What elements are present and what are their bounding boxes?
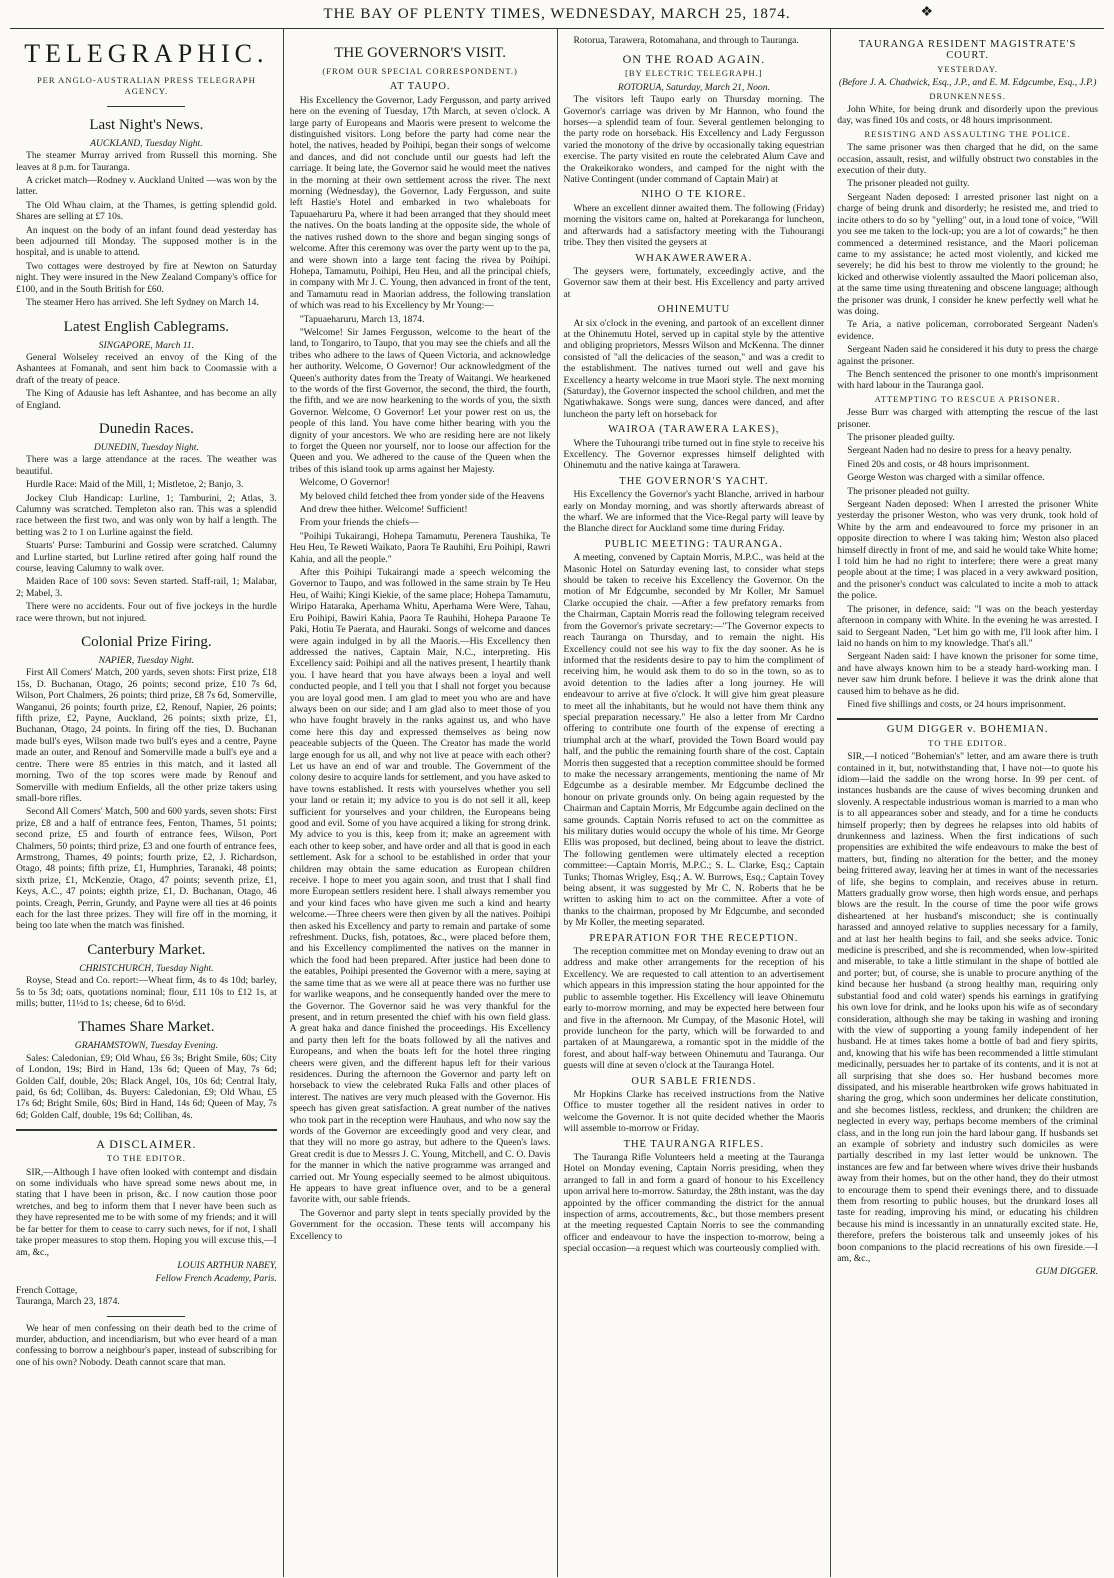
- article-paragraph: General Wolseley received an envoy of the King of the Ashantees at Fomanah, and sent him back to Coomassie with a draft of the treaty of peace.: [16, 351, 277, 386]
- article-paragraph: Sales: Caledonian, £9; Old Whau, £6 3s; Bright Smile, 60s; City of London, 19s; Bird in Hand, 13s 6d; Queen of May, 7s 6d; Golden Calf, double, 20s; Black Angel, 10s, 10s 6d; Central Italy, paid, 6s 6d; Colliban, 4s. Buyers: Caledonian, £9; Old Whau, £5 17s 6d; Bright Smile, 60s; Bird in Hand, 14s 6d; Queen of May, 7s 6d; Golden Calf, double, 19s 6d; Colliban, 4s.: [16, 1052, 277, 1121]
- article-paragraph: Sergeant Naden had no desire to press for a heavy penalty.: [847, 445, 1072, 457]
- correspondent-line: (FROM OUR SPECIAL CORRESPONDENT.): [322, 66, 518, 76]
- disclaimer-sub: TO THE EDITOR.: [106, 1153, 186, 1164]
- article-paragraph: Rotorua, Tarawera, Rotomahana, and through to Tauranga.: [573, 35, 799, 46]
- article-paragraph: "Welcome! Sir James Fergusson, welcome to the heart of the land, to Tongariro, to Taupo, that you may see the chiefs and all the tribes who adhere to the laws of Queen Victoria, and acknowledge her authority. Welcome, O Governor! Our acknowledgment of the Queen's authority dates from the Treaty of Waitangi. We hearkened to the words of the first Governor, the second, the third, the fourth, the fifth, and we are now hearkening to the words of you, the sixth Governor. Welcome, O Governor! Let your power rest on us, the people of this land. You have come hither bearing with you the dignity of your ancestors. We who are residing here are not likely to forget the Queen nor yourself, nor to loose our affection for the Queen and you. We adhered to the cause of the Queen when the tribes of this island took up arms against her Majesty.: [289, 326, 551, 475]
- printers-mark-icon: ❖: [920, 5, 934, 20]
- article-paragraph: The prisoner pleaded not guilty.: [847, 485, 970, 497]
- canterbury-dateline: CHRISTCHURCH, Tuesday Night.: [79, 962, 214, 974]
- article-paragraph: John White, for being drunk and disorderly upon the previous day, was fined 10s and costs, or 48 hours imprisonment.: [837, 104, 1098, 127]
- tauranga-rifles-heading: THE TAURANGA RIFLES.: [623, 1138, 765, 1150]
- last-night-heading: Last Night's News.: [89, 116, 204, 133]
- english-cablegrams-heading: Latest English Cablegrams.: [63, 318, 230, 335]
- road-again-heading: ON THE ROAD AGAIN.: [622, 52, 766, 67]
- article-paragraph: Second All Comers' Match, 500 and 600 yards, seven shots: First prize, £8 and a half of entrance fees, Fenton, Thames, 51 points; second prize, £5 and fourth of entrance fees, Wilson, Port Chalmers, 50 points; third prize, £3 and one fourth of entrance fees, Armstrong, Thames, 49 points; fourth prize, £2, J. Richardson, Otago, 48 points; fifth prize, £1, Humphries, Taranaki, 48 points; sixth prize, £1, McKenzie, Otago, 47 points; seventh prize, £1, Keys, A.C., 47 points; eighth prize, £1, D. Buchanan, Otago, 46 points. Creagh, Perrin, Grundy, and Payne were all ties at 46 points each for the last three prizes. They will fire off in the morning, it being too late when the match was finished.: [16, 806, 277, 932]
- article-paragraph: My beloved child fetched thee from yonder side of the Heavens: [299, 490, 545, 502]
- court-heading: TAURANGA RESIDENT MAGISTRATE'S COURT.: [858, 39, 1077, 62]
- article-paragraph: And drew thee hither. Welcome! Sufficient!: [299, 504, 468, 516]
- telegraphic-banner: TELEGRAPHIC.: [24, 39, 269, 68]
- article-paragraph: The Bench sentenced the prisoner to one month's imprisonment with hard labour in the Tauranga gaol.: [837, 368, 1098, 392]
- article-paragraph: Fined 20s and costs, or 48 hours imprisonment.: [847, 458, 1030, 470]
- article-paragraph: Hurdle Race: Maid of the Mill, 1; Mistletoe, 2; Banjo, 3.: [26, 479, 244, 491]
- divider: [107, 1316, 185, 1317]
- article-paragraph: The steamer Murray arrived from Russell this morning. She leaves at 8 p.m. for Tauranga.: [16, 150, 277, 173]
- article-paragraph: George Weston was charged with a similar offence.: [847, 472, 1045, 484]
- article-paragraph: The same prisoner was then charged that he did, on the same occasion, assault, resist, and wilfully obstruct two constables in the execution of their duty.: [837, 142, 1098, 177]
- article-paragraph: Where an excellent dinner awaited them. The following (Friday) morning the visitors came on, halted at Porekaranga for luncheon, and afterwards had a satisfactory meeting with the Tuhourangi tribe. They then visited the geysers at: [563, 202, 825, 249]
- article-paragraph: There was a large attendance at the races. The weather was beautiful.: [16, 454, 277, 477]
- article-paragraph: Jesse Burr was charged with attempting the rescue of the last prisoner.: [837, 407, 1098, 430]
- columns: [10, 29, 1104, 1577]
- article-paragraph: The steamer Hero has arrived. She left Sydney on March 14.: [26, 297, 259, 309]
- gum-digger-heading: GUM DIGGER v. BOHEMIAN.: [886, 724, 1049, 736]
- dunedin-dateline: DUNEDIN, Tuesday Night.: [93, 441, 199, 453]
- divider: [107, 106, 185, 107]
- column-4: [830, 29, 1104, 1577]
- article-paragraph: The visitors left Taupo early on Thursday morning. The Governor's carriage was driven by Mr Hannon, who found the horses—a splendid team of four. Several gentlemen belonging to the party rode on horseback. His Excellency and Lady Fergusson varied the monotony of the drive by occasionally taking equestrian exercise. The party visited en route the celebrated Alum Cave and the Orakeikorako wonders, and camped for the night with the Native Contingent (under command of Captain Mair) at: [563, 94, 825, 186]
- article-paragraph: Sergeant Naden deposed: When I arrested the prisoner White yesterday the prisoner Weston, who was very drunk, took hold of White by the arm and endeavoured to force my prisoner in an opposite direction to where I was taking him; Weston also placed himself directly in front of me, and said he would take White home; I told him he had no right to interfere; there were a great many people about at the time; I was placed in a very awkward position, and the prisoner's conduct was calculated to incite a mob to attack the police.: [837, 499, 1098, 602]
- drunkenness-sub: DRUNKENNESS.: [929, 90, 1006, 101]
- article-paragraph: The Tauranga Rifle Volunteers held a meeting at the Tauranga Hotel on Monday evening, Captain Norris presiding, when they arranged to fall in and form a guard of honour to his Excellency upon arrival here to-morrow. Saturday, the 28th instant, was the day appointed by the officer commanding the district for the annual inspection of arms, accoutrements, &c., but those members present at the meeting requested Captain Norris to see the commanding officer and endeavour to have the inspection to-morrow, being a special occasion—a request which was courteously complied with.: [563, 1151, 825, 1255]
- article-paragraph: The reception committee met on Monday evening to draw out an address and make other arrangements for the reception of his Excellency. We are requested to call attention to an advertisement which appears in this impression stating the hour appointed for the public to assemble together. His Excellency will leave Ohinemutu early to-morrow morning, and may be expected here between four and five in the afternoon. Mr Cumpay, of the Masonic Hotel, will provide luncheon for the party, which will be forwarded to and partaken of at Maungarewa, a romantic spot in the middle of the forest, and about half-way between Ohinemutu and Tauranga. Our guests will dine at seven o'clock at the Tauranga Hotel.: [563, 946, 825, 1072]
- court-bench: (Before J. A. Chadwick, Esq., J.P., and E. M. Edgcumbe, Esq., J.P.): [838, 77, 1097, 89]
- article-paragraph: His Excellency the Governor, Lady Fergusson, and party arrived here on the evening of Tuesday, 17th March, at seven o'clock. A large party of Europeans and Maoris were present to welcome the distinguished visitors. Long before the party had come near the hotel, the natives, headed by Poihipi, began their songs of welcome and dances, and did not conclude until our guests had left the carriage. It being late, the Governor said he would meet the natives in the morning at their own settlement across the river. The next morning (Wednesday), the Governor, Lady Fergusson, and suite left Hastie's Hotel and embarked in two whaleboats for Tapuaeharuru Pa, where it had been arranged that they should meet the natives. On the boats landing at the opposite side, the whole of the natives rushed down to the shore and began singing songs of welcome. After this ceremony was over the party went up to the pa, and were shown into a large tent facing the rivea by Poihipi. Hohepa, Tamamutu, Poihipi, Heu Heu, and all the principal chiefs, in company with Mr J. C. Young, then advanced in front of the tent, and Tamamutu read in Maorian address, the following translation of which was read to his Excellency by Mr Young:—: [289, 94, 551, 312]
- article-paragraph: Royse, Stead and Co. report:—Wheat firm, 4s to 4s 10d; barley, 5s to 5s 3d; oats, quotations nominal; flour, £11 10s to £12 1s, at mills; butter, 11½d to 1s; cheese, 6d to 6½d.: [16, 975, 277, 1009]
- article-paragraph: A cricket match—Rodney v. Auckland United —was won by the latter.: [16, 175, 277, 198]
- article-paragraph: Sergeant Naden said he considered it his duty to press the charge against the prisoner.: [837, 344, 1098, 367]
- article-paragraph: Where the Tuhourangi tribe turned out in fine style to receive his Excellency. The Governor expresses himself delighted with Ohinemutu and the native kainga at Tarawera.: [563, 437, 825, 472]
- article-paragraph: The geysers were, fortunately, exceedingly active, and the Governor saw them at their best. His Excellency and party arrived at: [563, 265, 825, 300]
- masthead: [10, 0, 1104, 29]
- signature: GUM DIGGER.: [1035, 1266, 1098, 1278]
- article-paragraph: We hear of men confessing on their death bed to the crime of murder, abduction, and incendiarism, but who ever heard of a man confessing to borrow a neighbour's paper, instead of subscribing for one of his own? Nobody. Death cannot scare that man.: [16, 1322, 277, 1368]
- whaka-heading: WHAKAWERAWERA.: [635, 252, 753, 264]
- gum-sub: TO THE EDITOR.: [928, 737, 1008, 748]
- english-dateline: SINGAPORE, March 11.: [98, 339, 195, 351]
- prize-firing-heading: Colonial Prize Firing.: [81, 634, 212, 651]
- article-paragraph: Sergeant Naden said: I have known the prisoner for some time, and have always known him to be a steady hard-working man. I never saw him drunk before. I believe it was the drink alone that caused him to behave as he did.: [837, 651, 1098, 697]
- last-night-dateline: AUCKLAND, Tuesday Night.: [90, 137, 203, 149]
- column-3: [557, 29, 831, 1577]
- preparation-heading: PREPARATION FOR THE RECEPTION.: [589, 932, 799, 944]
- masthead-title: THE BAY OF PLENTY TIMES, WEDNESDAY, MARCH 25, 1874.: [323, 5, 791, 22]
- public-meeting-heading: PUBLIC MEETING: TAURANGA.: [604, 538, 783, 550]
- article-paragraph: Fined five shillings and costs, or 24 hours imprisonment.: [847, 698, 1066, 710]
- article-paragraph: "Tapuaeharuru, March 13, 1874.: [299, 313, 425, 325]
- article-paragraph: His Excellency the Governor's yacht Blanche, arrived in harbour early on Monday morning, and was shortly afterwards abreast of the wharf. We are informed that the Vice-Regal party will leave by the Blanche direct for Auckland some time during Friday.: [563, 489, 825, 535]
- article-paragraph: The prisoner pleaded not guilty.: [847, 178, 970, 190]
- road-dateline: ROTORUA, Saturday, March 21, Noon.: [617, 81, 770, 93]
- wairoa-heading: WAIROA (TARAWERA LAKES),: [608, 424, 780, 436]
- article-paragraph: The Governor and party slept in tents specially provided by the Government for the occasion. These tents will accompany his Excellency to: [289, 1207, 551, 1242]
- governors-visit-heading: THE GOVERNOR'S VISIT.: [334, 45, 506, 61]
- article-paragraph: Stuarts' Purse: Tamburini and Gossip were scratched. Calumny and Lurline started, but Lurline retired after going half round the course, leaving Calumny to walk over.: [16, 540, 277, 574]
- rescue-sub: ATTEMPTING TO RESCUE A PRISONER.: [874, 393, 1061, 404]
- article-paragraph: The prisoner, in defence, said: "I was on the beach yesterday afternoon in company with White. In the evening he was arrested. I said to Sergeant Naden, "Let him go with me, I'll look after him. I laid no hands on him to my knowledge. That's all.": [837, 603, 1098, 649]
- article-paragraph: An inquest on the body of an infant found dead yesterday has been adjourned till Monday. The supposed mother is in the hospital, and is unable to attend.: [16, 224, 277, 259]
- ohinemutu-heading: OHINEMUTU: [657, 304, 731, 316]
- disclaimer-heading: A DISCLAIMER.: [96, 1137, 197, 1152]
- article-paragraph: SIR,—I noticed "Bohemian's" letter, and am aware there is truth contained in it, but, notwithstanding that, I have not—to quote his idiom—laid the saddle on the wrong horse. In 99 per cent. of instances husbands are the cause of wives becoming drunken and slovenly. A respectable industrious woman is married to a man who is to all appearances sober and steady, and for a time he conducts himself properly; then by degrees he relapses into old habits of drunkenness and laziness. When the first indications of such propensities are exhibited the wife endeavours to make the best of matters, but, finding no alteration for the better, and the money being frittered away, leaving her at times in want of the necessaries of life, she begins to complain, and receives abuse in return. Matters gradually grow worse, then high words ensue, and perhaps blows are the result. In the course of time the poor wife grows disheartened at her husband's misconduct; she is continually harassed and annoyed relative to supplies necessary for a family, and at last her health begins to fail, and she seeks advice. Tonic medicine is prescribed, and she is recommended, when low-spirited and miserable, to take a little stimulant in the shape of bottled ale and porter; but, of course, she is unable to procure anything of the kind because her husband (a strong healthy man, requiring only substantial food and cold water) spends his earnings in gratifying his own love for drink, and he looks upon his wife as of secondary consideration, although she may be taking in washing and ironing with the view of supporting a young family independent of her husband. He at times takes home a bottle of bad and fiery spirits, and, knowing that his wife has been recommended a little stimulant medicinally, persuades her to partake of its contents, and it is not at all surprising that she does so. Her husband becomes more dissipated, and his miserable heartbroken wife grows habituated in sharing the grog, which soon undermines her delicate constitution, and she becomes listless, reckless, and drunken; the children are neglected in every way, perhaps become members of the criminal class, and in the long run join the hard labour gang. If husbands set an example of sobriety and industry such domiciles as were partially described in my last letter would be unknown. The instances are few and far between where wives drive their husbands away from their homes, but on the other hand, they do their utmost to encourage them to spend their evenings there, and to dissuade them from resorting to public houses, but the drunkard loses all taste for reading, improving his mind, or educating his children because his mind is incessantly in an unnaturally excited state. He, therefore, prefers the boisterous talk and unseemly jokes of his boon companions to the placid recreations of his own fireside.—I am, &c.,: [837, 751, 1098, 1265]
- article-paragraph: From your friends the chiefs—: [299, 517, 419, 529]
- signature-address: French Cottage,: [16, 1284, 78, 1296]
- prize-dateline: NAPIER, Tuesday Night.: [98, 655, 195, 667]
- article-paragraph: Te Aria, a native policeman, corroborated Sergeant Naden's evidence.: [837, 319, 1098, 342]
- road-sub: [BY ELECTRIC TELEGRAPH.]: [625, 68, 763, 79]
- column-1: [10, 29, 283, 1577]
- yacht-heading: THE GOVERNOR'S YACHT.: [619, 475, 769, 487]
- signature: LOUIS ARTHUR NABEY,: [177, 1259, 277, 1271]
- signature-date: Tauranga, March 23, 1874.: [16, 1296, 120, 1308]
- divider: [16, 1129, 277, 1131]
- article-paragraph: The prisoner pleaded guilty.: [847, 432, 955, 443]
- column-2: [283, 29, 557, 1577]
- at-taupo-heading: AT TAUPO.: [389, 81, 451, 93]
- article-paragraph: "Poihipi Tukairangi, Hohepa Tamamutu, Perenera Taushika, Te Heu Heu, Te Reweti Waikato, Paora Te Rauhihi, Eru Poihipi, Rawri Kahia, and all the people.": [289, 530, 551, 565]
- article-paragraph: After this Poihipi Tukairangi made a speech welcoming the Governor to Taupo, and was followed in the same strain by Te Heu Heu, of Waihi; Kingi Kiekie, of the same place; Hohepa Tamamutu, Wiripo Hataraka, Aperhama Whitu, Aperhama Were Were, Tahau, Eru Poihipi, Bawiri Kahia, Paora Te Rauhihi, Hohepa Paraone Te Paki, Hotiu Te Paerata, and Hauraki. Songs of welcome and dances were again indulged in by all the Maoris.—His Excellency then addressed the natives, Captain Mair, N.C., interpreting. His Excellency said: Poihipi and all the natives present, I heartily thank you. I have heard that you have always been a loyal and well conducted people, and I tell you that I shall not forget you because you are loyal good men. I am glad to meet you who are and have always been on our side; and I am glad also to meet those of you who have fought bravely in the ranks against us, and who have come here this day and expressed themselves as being now peaceable subjects of the Queen. The Creator has made the world large enough for us all, and why not live at peace with each other? Let us have an end of war and trouble. The Government of the colony desire to acquire lands for settlement, and you have asked to have towns established. It rests with yourselves whether you sell your land or retain it; my advice to you is do not sell it all, keep sufficient for yourselves and your children, the Europeans being good and evil. Some of you have acquired a liking for strong drink. My advice to you is this, keep from it; make an agreement with each other to keep sober, and have order and all that is good in each settlement. Ask for a school to be established in order that your children may obtain the same education as European children receive. I hope to meet you again soon, and trust that I shall find more European settlers resident here. I shall always remember you and your kind faces who have given me such a kind and hearty welcome.—Three cheers were then given by all the natives. Poihipi then asked his Excellency and party to remain and partake of some refreshment. Ducks, fish, potatoes, &c., were placed before them, and his Excellency complimented the natives on the manner in which the food had been prepared. After justice had been done to the eatables, Poihipi presented the Governor with a mere, saying at the same time that as we were all at peace there was no further use for warlike weapons, and he consequently handed over the mere to the Governor. The Governor said he was very thankful for the present, and in return presented the chief with his own field glass. A great haka and dance finished the proceedings. His Excellency and party then left for the boats followed by all the natives and Europeans, and when the boats left for the hotel three ringing cheers were given, and the different hapus left for their various residences. During the afternoon the Governor and party left on horseback to view the celebrated Ruka Falls and other places of interest. The natives are very much pleased with the Governor. His speech has given great satisfaction. A great number of the natives who took part in the reception were Hauhaus, and who now say the words of the Governor are exceedingly good and very clear, and that they will no more go astray, but adhere to the Queen's laws. Great credit is due to Messrs J. C. Young, Mitchell, and C. O. Davis for the manner in which the native programme was arranged and carried out. Mr Young especially seemed to be almost ubiquitous. He appears to have great influence over, and to be a general favorite with, our sable friends.: [289, 567, 551, 1206]
- thames-share-heading: Thames Share Market.: [78, 1019, 215, 1036]
- sable-friends-heading: OUR SABLE FRIENDS.: [631, 1075, 757, 1087]
- resisting-sub: RESISTING AND ASSAULTING THE POLICE.: [864, 128, 1071, 139]
- article-paragraph: At six o'clock in the evening, and partook of an excellent dinner at the Ohinemutu Hotel, served up in capital style by the attentive and obliging proprietors, Messrs Wilson and McKenna. The dinner consisted of "all the delicacies of the season," and was a credit to the establishment. The natives turned out well and gave his Excellency a hearty welcome in true Maori style. The next morning (Saturday), the Governor inspected the school children, and met the Ngatiwhakawe. Songs were sung, dances were danced, and after luncheon the party left on horseback for: [563, 317, 825, 420]
- article-paragraph: First All Comers' Match, 200 yards, seven shots: First prize, £18 15s, D. Buchanan, Otago, 26 points; second prize, £10 7s 6d, Wilson, Port Chalmers, 26 points; third prize, £8 7s 6d, Somerville, Wanganui, 26 points; fourth prize, £2, Renouf, Napier, 26 points; fifth prize, £2, Payne, Auckland, 26 points; sixth prize, £1, Buchanan, Otago, 24 points. In firing off the ties, D. Buchanan made bull's eyes, Wilson made two bull's eyes and a centre, Payne made an outer, and Renouf and Somerville made a bull's eye and a centre. There were 85 entries in this match, and it lasted all morning. Two of the top scores were made by Renouf and Somerville with medium Enfields, all the other prize takers using small-bore rifles.: [16, 667, 277, 804]
- article-paragraph: Welcome, O Governor!: [299, 477, 390, 489]
- article-paragraph: Jockey Club Handicap: Lurline, 1; Tamburini, 2; Atlas, 3. Calumny was scratched. Templeton also ran. This was a splendid race between the first two, and was only won by half a length. The betting was 2 to 1 on Lurline against the field.: [16, 492, 277, 538]
- article-paragraph: Maiden Race of 100 sovs: Seven started. Staff-rail, 1; Malabar, 2; Mabel, 3.: [16, 576, 277, 599]
- thames-dateline: GRAHAMSTOWN, Tuesday Evening.: [74, 1040, 218, 1052]
- court-day: YESTERDAY.: [937, 63, 999, 74]
- agency-line: PER ANGLO-AUSTRALIAN PRESS TELEGRAPH AGENCY.: [36, 75, 256, 97]
- niho-heading: NIHO O TE KIORE.: [641, 189, 747, 201]
- canterbury-market-heading: Canterbury Market.: [87, 941, 206, 958]
- article-paragraph: Sergeant Naden deposed: I arrested prisoner last night on a charge of being drunk and disorderly; he resisted me, and tried to incite others to do so by "yelling" out, in a loud tone of voice, "Will you see me taken to the lock-up; you are a lot of cowards;" he then commenced a determined resistance, and the Maori policeman came to my assistance; he acted most violently, and kicked me severely; he did his best to throw me violently to the ground; he kicked and otherwise violently assaulted the Maori policeman also, at the same time using threatening and obscene language; although the prisoner was drunk, I consider he knew perfectly well what he was doing.: [837, 191, 1098, 317]
- dunedin-races-heading: Dunedin Races.: [98, 420, 194, 437]
- signature-title: Fellow French Academy, Paris.: [155, 1273, 277, 1285]
- article-paragraph: Two cottages were destroyed by fire at Newton on Saturday night. They were insured in the New Zealand Company's office for £100, and in the South British for £60.: [16, 260, 277, 295]
- article-paragraph: The Old Whau claim, at the Thames, is getting splendid gold. Shares are selling at £7 10s.: [16, 199, 277, 223]
- article-paragraph: There were no accidents. Four out of five jockeys in the hurdle race were thrown, but not injured.: [16, 601, 277, 624]
- divider: [837, 718, 1098, 720]
- article-paragraph: The King of Adausie has left Ashantee, and has become an ally of England.: [16, 388, 277, 411]
- article-paragraph: Mr Hopkins Clarke has received instructions from the Native Office to muster together all the resident natives in order to welcome the Governor. It is not quite decided whether the Maoris will assemble to-morrow or Friday.: [563, 1088, 825, 1135]
- article-paragraph: A meeting, convened by Captain Morris, M.P.C., was held at the Masonic Hotel on Saturday evening last, to consider what steps should be taken to receive his Excellency the Governor. On the motion of Mr Edgcumbe, seconded by Mr Koller, Mr Samuel Clarke occupied the chair. —After a few prefatory remarks from the Chairman, Captain Morris read the following telegram received from the Governor's private secretary:—"The Governor expects to reach Tauranga on Thursday, and to remain the night. His Excellency could not see his way to fix the day sooner. As he is informed that the residents desire to pay to him the compliment of receiving him, he would ask them to do so in the town, so as to avoid detention to the ladies after a long journey. He will endeavour to arrive at five o'clock. It will give him great pleasure to meet all the inhabitants, but he would not have them think any special preparation necessary." He also a letter from Mr Cardno offering to contribute one fourth of the expense of erecting a triumphal arch at the wharf, provided the Town Board would pay half, and the public the remaining fourth share of the cost. Captain Morris then suggested that a reception committee should be formed to make the necessary arrangements, mentioning the name of Mr Edgcumbe as a desirable member. Mr Edgcumbe declined the honour on private grounds only. On being again requested by the Chairman and Captain Morris, Mr Edgcumbe again declined on the same grounds. Captain Norris refused to act on the committee as his military duties would occupy the whole of his time. Mr George Ellis was proposed, but declined, being about to leave the district. The following gentlemen were ultimately elected a reception committee:—Captain Morris, M.P.C.; S. L. Clarke, Esq.; Captain Tunks; Thomas Wrigley, Esq.; A. W. Burrows, Esq.; Captain Tovey being absent, it was suggested by Mr C. N. Roberts that he be written to asking him to act on the committee. After a vote of thanks to the chairman, proposed by Mr Edgcumbe, and seconded by Mr Koller, the meeting separated.: [563, 552, 825, 929]
- article-paragraph: SIR,—Although I have often looked with contempt and disdain on some individuals who have spread some news about me, in stating that I have been in prison, &c. I now caution those poor wretches, and beg to inform them that I never have been such as they have represented me to be with some of my friends; and it will be far better for them to cease to carry such news, for if not, I shall take proper measures to stop them. Hoping you will excuse this,—I am, &c.,: [16, 1166, 277, 1258]
